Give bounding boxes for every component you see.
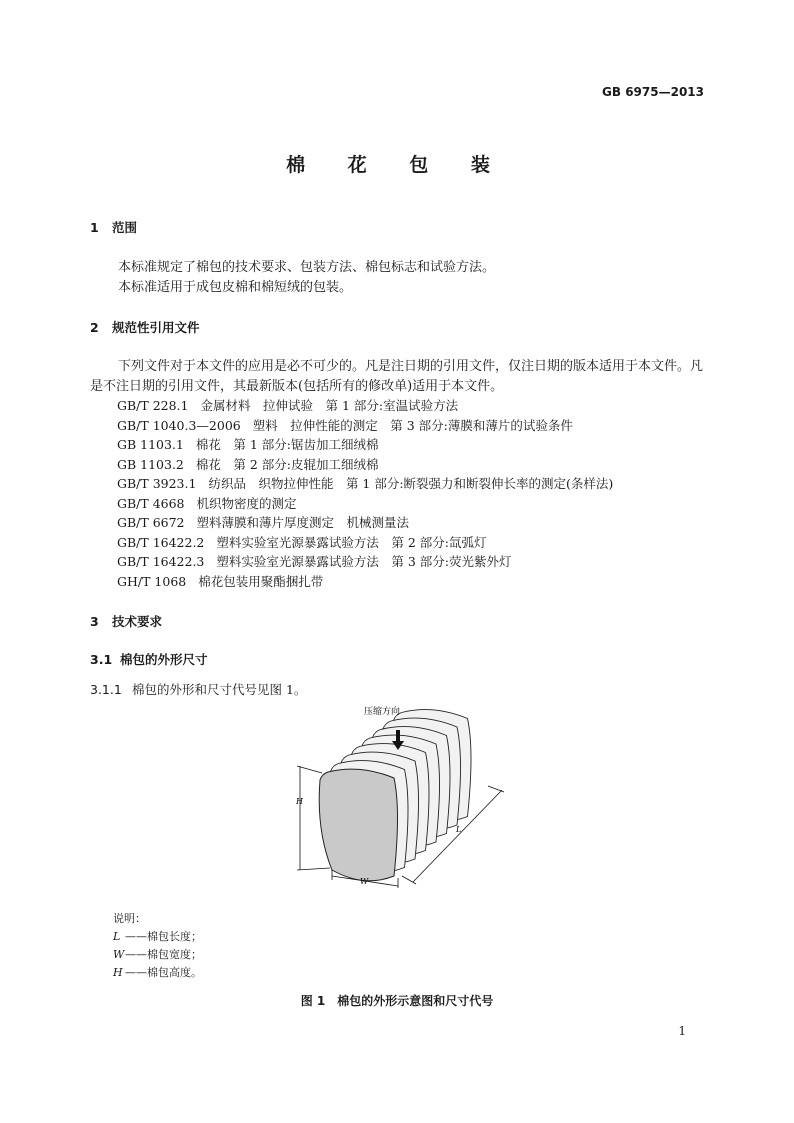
section-1-paragraph: 本标准适用于成包皮棉和棉短绒的包装。 (118, 279, 353, 295)
reference-item (117, 533, 613, 553)
legend-item (113, 928, 202, 946)
dimension-h-label: H (296, 797, 303, 806)
legend-text: ——棉包长度； (125, 930, 202, 943)
section-3-1-number: 3.1 (90, 652, 113, 667)
reference-code: GB/T 6672 (117, 515, 185, 530)
reference-item (117, 494, 613, 514)
reference-item (117, 455, 613, 475)
section-2-intro-text: 下列文件对于本文件的应用是必不可少的。凡是注日期的引用文件，仅注日期的版本适用于本文件。凡是不注日期的引用文件，其最新版本(包括所有的修改单)适用于本文件。 (90, 359, 704, 394)
reference-code: GH/T 1068 (117, 573, 187, 589)
reference-code: GB 1103.1 (117, 437, 184, 452)
section-3-1-1 (90, 680, 306, 698)
legend-item (113, 964, 202, 982)
bale-front-face (319, 769, 397, 881)
reference-title: 棉花包装用聚酯捆扎带 (198, 573, 324, 589)
page-title: 棉 花 包 装 (286, 154, 508, 176)
legend-symbol: H (113, 966, 123, 979)
legend-symbol: L (113, 930, 121, 943)
reference-title: 塑料实验室光源暴露试验方法 第 3 部分:荧光紫外灯 (216, 554, 512, 569)
section-2-title: 规范性引用文件 (112, 320, 200, 335)
reference-code: GB/T 1040.3—2006 (117, 417, 241, 433)
reference-code: GB/T 16422.2 (117, 534, 205, 550)
section-1-body (90, 258, 706, 297)
section-3-1-1-number: 3.1.1 (90, 682, 122, 697)
reference-item (117, 435, 613, 455)
page-number: 1 (678, 1024, 686, 1038)
dimension-l-label: L (456, 825, 462, 834)
reference-item (117, 416, 613, 436)
section-1-heading (90, 218, 137, 236)
reference-item (117, 513, 613, 533)
figure-caption: 图 1 棉包的外形示意图和尺寸代号 (300, 994, 494, 1008)
section-3-1-heading (90, 650, 208, 668)
reference-title: 塑料实验室光源暴露试验方法 第 2 部分:氙弧灯 (216, 534, 487, 550)
section-3-number: 3 (90, 614, 99, 629)
reference-code: GB/T 228.1 (117, 398, 189, 413)
section-2-intro (90, 357, 706, 396)
reference-title: 机织物密度的测定 (196, 495, 297, 511)
reference-title: 金属材料 拉伸试验 第 1 部分:室温试验方法 (200, 398, 459, 413)
section-3-heading (90, 612, 162, 630)
section-3-1-1-text: 棉包的外形和尺寸代号见图 1。 (132, 682, 307, 697)
section-1-title: 范围 (112, 220, 138, 235)
reference-item (117, 572, 613, 592)
reference-title: 棉花 第 1 部分:锯齿加工细绒棉 (195, 437, 379, 452)
reference-item (117, 552, 613, 572)
reference-title: 纺织品 织物拉伸性能 第 1 部分:断裂强力和断裂伸长率的测定(条样法) (208, 476, 614, 491)
legend-title: 说明： (113, 912, 146, 925)
reference-title: 塑料 拉伸性能的测定 第 3 部分:薄膜和薄片的试验条件 (252, 417, 573, 433)
dimension-w-label: W (360, 877, 369, 886)
reference-code: GB/T 16422.3 (117, 554, 205, 569)
reference-item (117, 474, 613, 494)
legend-symbol: W (113, 948, 125, 961)
section-1-number: 1 (90, 220, 99, 235)
section-3-title: 技术要求 (112, 614, 163, 629)
reference-code: GB/T 4668 (117, 495, 185, 511)
section-2-number: 2 (90, 320, 99, 335)
section-3-1-title: 棉包的外形尺寸 (120, 652, 208, 667)
legend-text: ——棉包宽度； (125, 948, 202, 961)
legend-text: ——棉包高度。 (125, 966, 202, 979)
figure-legend (113, 910, 202, 982)
reference-list (117, 396, 613, 591)
reference-code: GB/T 3923.1 (117, 476, 197, 491)
legend-item (113, 946, 202, 964)
compress-direction-label: 压缩方向 (364, 707, 401, 717)
standard-code: GB 6975—2013 (602, 85, 704, 99)
reference-title: 棉花 第 2 部分:皮辊加工细绒棉 (195, 456, 379, 472)
cotton-bale-figure (280, 700, 520, 890)
section-2-heading (90, 318, 200, 336)
reference-item (117, 396, 613, 416)
section-1-paragraph: 本标准规定了棉包的技术要求、包装方法、棉包标志和试验方法。 (118, 260, 496, 275)
reference-code: GB 1103.2 (117, 456, 184, 472)
reference-title: 塑料薄膜和薄片厚度测定 机械测量法 (196, 515, 410, 530)
